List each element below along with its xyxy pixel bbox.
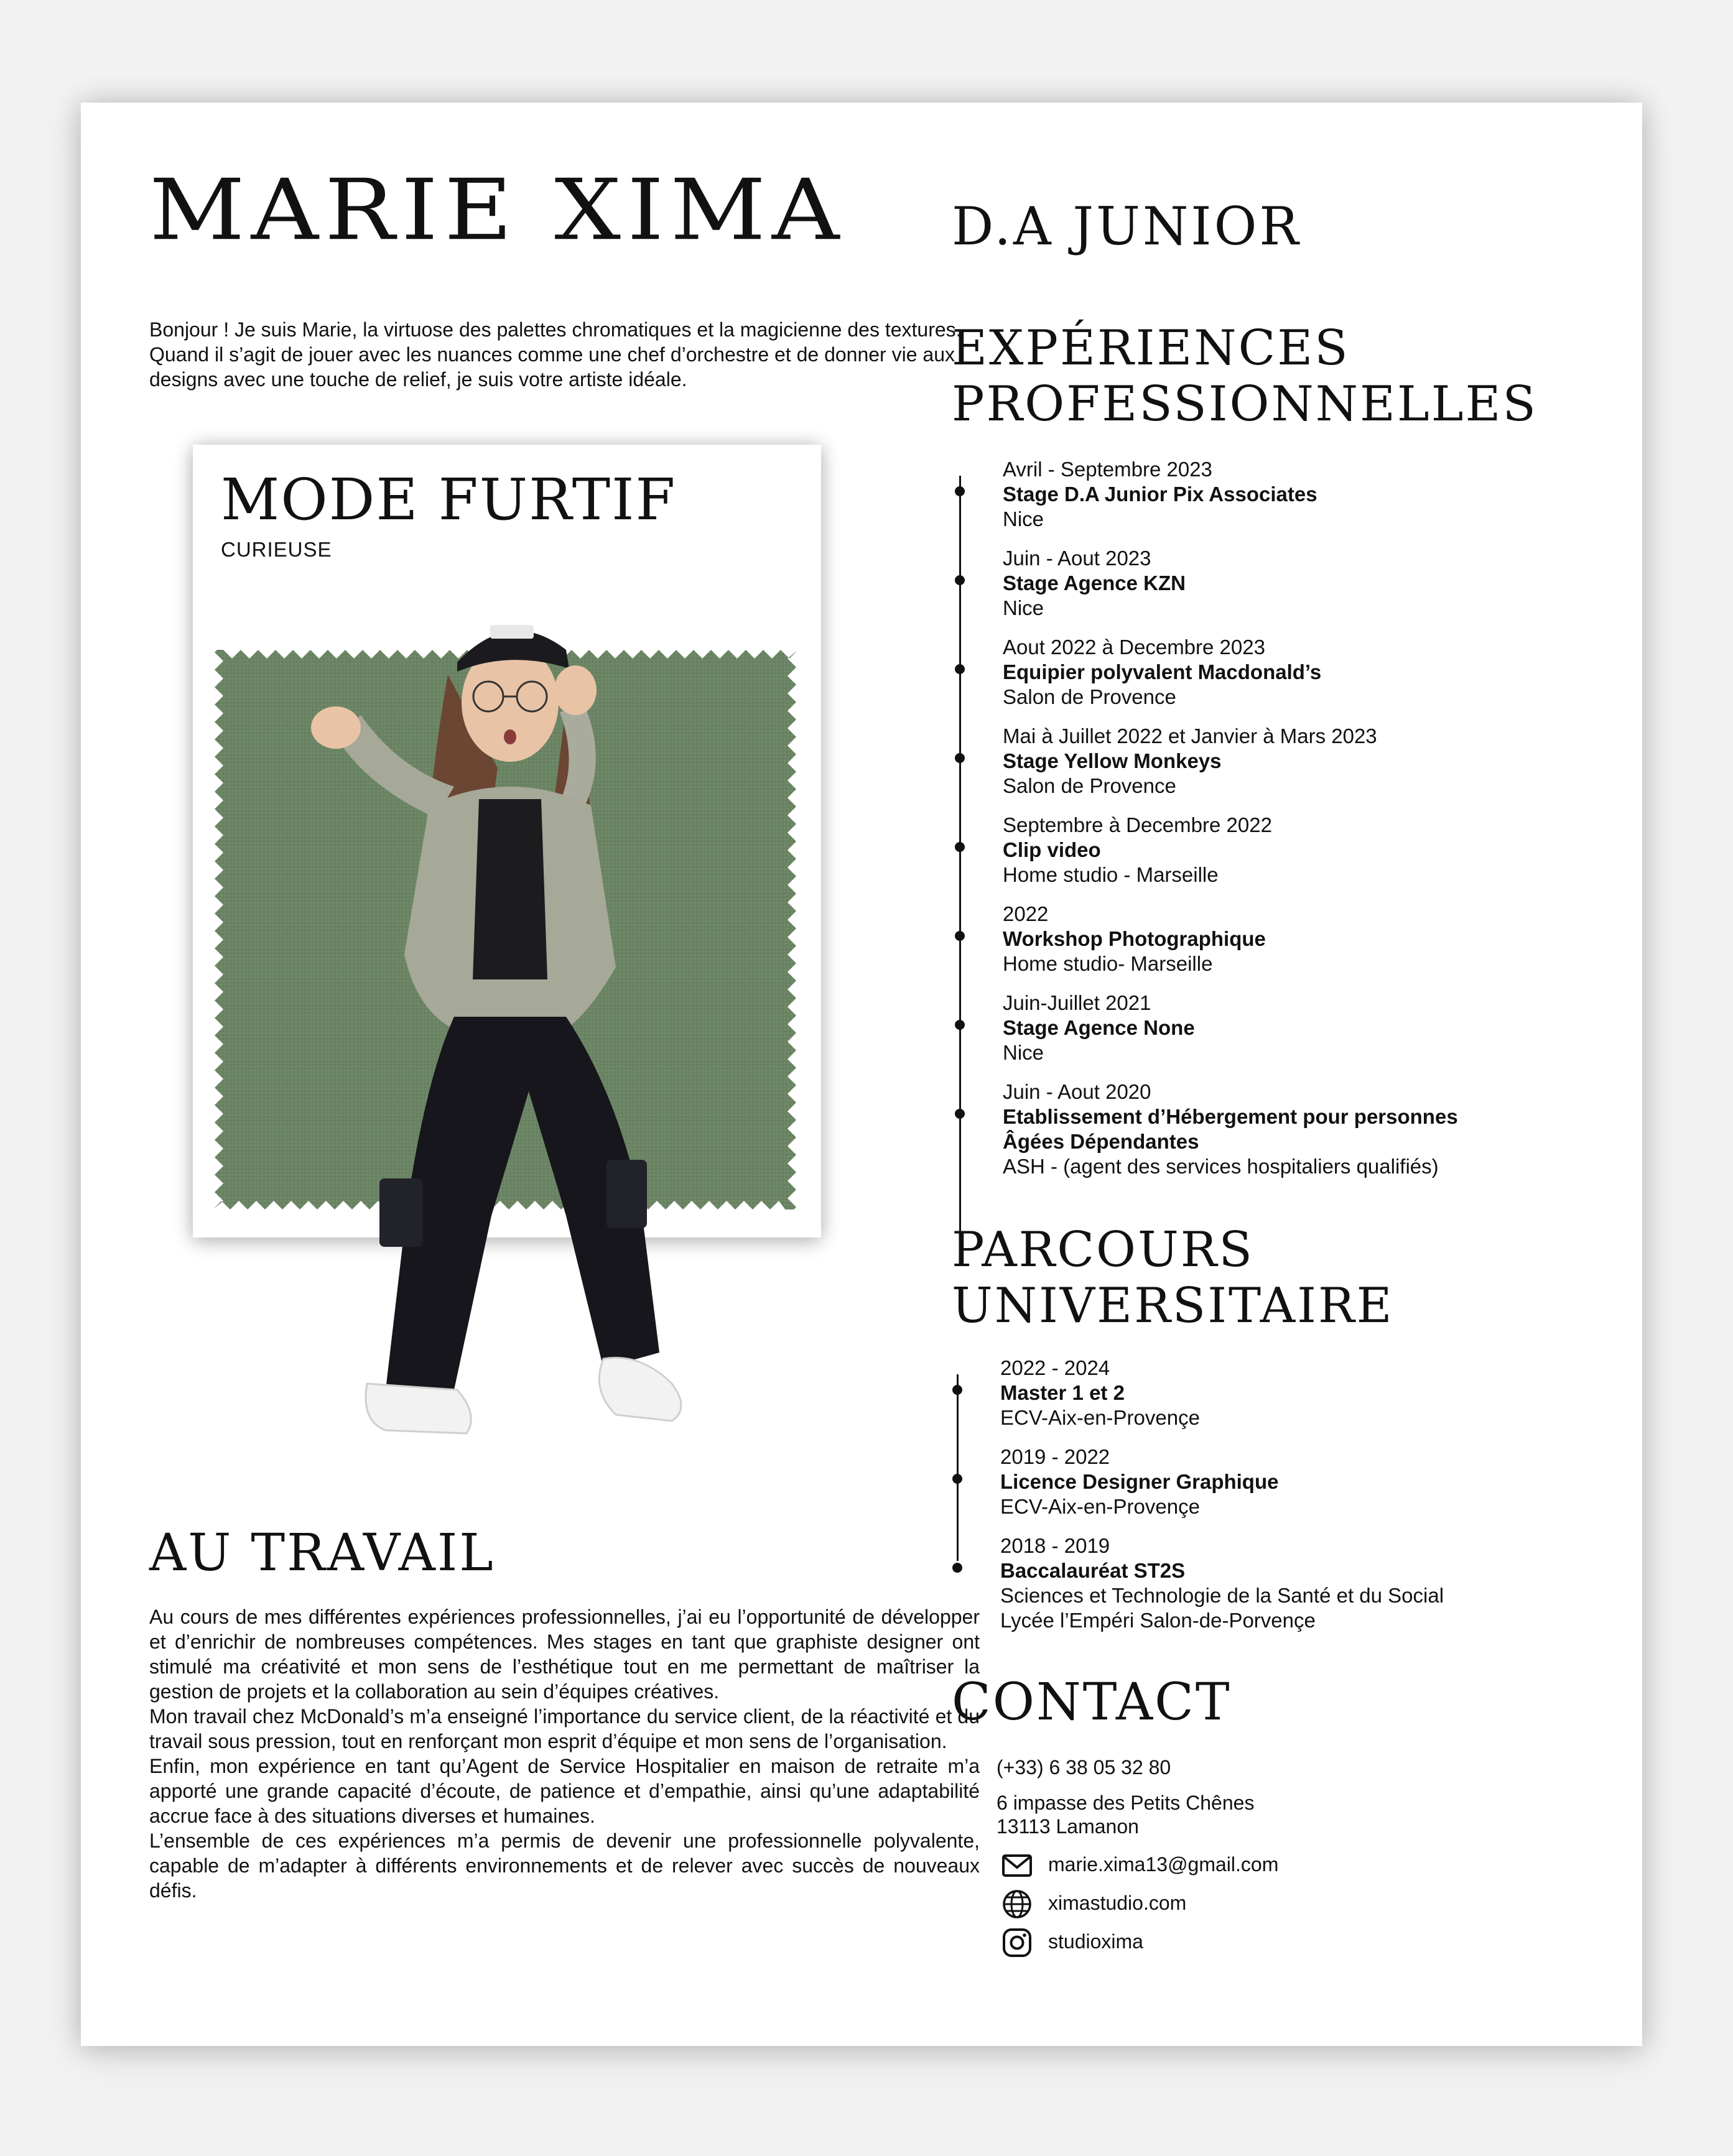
address-line1: 6 impasse des Petits Chênes xyxy=(997,1792,1255,1814)
experience-place: Nice xyxy=(1003,507,1044,530)
experience-place: Salon de Provence xyxy=(1003,685,1176,708)
education-date: 2022 - 2024 xyxy=(1000,1356,1110,1379)
timeline-line xyxy=(957,1374,959,1561)
timeline-dot xyxy=(955,1020,965,1030)
experience-heading-line1: EXPÉRIENCES xyxy=(952,320,1350,376)
timeline-dot xyxy=(955,486,965,496)
experience-place: Salon de Provence xyxy=(1003,774,1176,797)
education-place: ECV-Aix-en-Provençe xyxy=(1000,1495,1200,1518)
education-place: Sciences et Technologie de la Santé et du Social xyxy=(1000,1584,1444,1607)
card-subtitle: CURIEUSE xyxy=(221,538,332,561)
experience-title: Stage Agence KZN xyxy=(1003,571,1186,595)
travail-paragraph: L’ensemble de ces expériences m’a permis de devenir une professionnelle polyvalente, capable de m’adapter à différents environnements et de relever avec succès de nouveaux défis. xyxy=(149,1830,980,1902)
role-title: D.A JUNIOR xyxy=(952,196,1301,257)
education-place: ECV-Aix-en-Provençe xyxy=(1000,1406,1200,1429)
experience-place: Nice xyxy=(1003,1041,1044,1064)
mail-icon xyxy=(1000,1849,1034,1882)
card-title: MODE FURTIF xyxy=(221,466,677,533)
address-line2: 13113 Lamanon xyxy=(997,1815,1139,1838)
experience-date: Avril - Septembre 2023 xyxy=(1003,458,1212,481)
education-place-line2: Lycée l’Empéri Salon-de-Porvençe xyxy=(1000,1609,1316,1632)
timeline-dot xyxy=(955,575,965,585)
travail-paragraph: Mon travail chez McDonald’s m’a enseigné l’importance du service client, de la réactivité et du travail sous pression, tout en renforçant mon esprit d’équipe et mon sens de l’organisation. xyxy=(149,1705,980,1752)
globe-icon xyxy=(1000,1887,1034,1921)
education-date: 2018 - 2019 xyxy=(1000,1534,1110,1557)
experience-title: Equipier polyvalent Macdonald’s xyxy=(1003,660,1322,683)
contact-address xyxy=(997,1791,1254,1838)
timeline-dot xyxy=(955,664,965,674)
experience-title: Clip video xyxy=(1003,838,1101,861)
experience-title: Stage Agence None xyxy=(1003,1016,1195,1039)
experience-place: ASH - (agent des services hospitaliers qualifiés) xyxy=(1003,1155,1439,1178)
education-title: Licence Designer Graphique xyxy=(1000,1470,1279,1493)
experience-date: Juin - Aout 2023 xyxy=(1003,547,1151,570)
travail-heading: AU TRAVAIL xyxy=(149,1524,495,1583)
education-heading xyxy=(952,1222,1394,1334)
education-date: 2019 - 2022 xyxy=(1000,1445,1110,1468)
experience-title: Stage Yellow Monkeys xyxy=(1003,749,1222,772)
timeline-dot xyxy=(952,1385,962,1395)
name-title: MARIE XIMA xyxy=(149,162,846,259)
experience-date: Aout 2022 à Decembre 2023 xyxy=(1003,636,1265,659)
contact-heading: CONTACT xyxy=(952,1673,1232,1732)
contact-email[interactable]: marie.xima13@gmail.com xyxy=(1048,1853,1279,1876)
experience-title: Workshop Photographique xyxy=(1003,927,1266,950)
timeline-dot xyxy=(955,1109,965,1119)
experience-place: Home studio - Marseille xyxy=(1003,863,1219,886)
experience-date: Septembre à Decembre 2022 xyxy=(1003,813,1272,836)
travail-body xyxy=(149,1604,980,1903)
experience-place: Home studio- Marseille xyxy=(1003,952,1213,975)
timeline-line xyxy=(959,476,961,1265)
contact-phone[interactable]: (+33) 6 38 05 32 80 xyxy=(997,1756,1171,1779)
experience-date: Mai à Juillet 2022 et Janvier à Mars 2023 xyxy=(1003,724,1377,747)
contact-website[interactable]: ximastudio.com xyxy=(1048,1892,1187,1914)
education-title: Master 1 et 2 xyxy=(1000,1381,1125,1404)
timeline-dot xyxy=(955,931,965,941)
timeline-dot xyxy=(955,842,965,852)
timeline-dot xyxy=(955,753,965,763)
experience-heading-line2: PROFESSIONNELLES xyxy=(952,376,1538,432)
experience-date: 2022 xyxy=(1003,902,1049,925)
contact-instagram[interactable]: studioxima xyxy=(1048,1930,1143,1953)
travail-paragraph: Enfin, mon expérience en tant qu’Agent de Service Hospitalier en maison de retraite m’a apporté une grande capacité d’écoute, de patience et d’empathie, ainsi qu’une adaptabilité accrue face à des situations diverses et humaines. xyxy=(149,1755,980,1827)
experience-title-line2: Âgées Dépendantes xyxy=(1003,1130,1199,1153)
experience-title: Etablissement d’Hébergement pour personnes xyxy=(1003,1105,1458,1128)
resume-sheet xyxy=(81,103,1642,2046)
experience-heading xyxy=(952,320,1538,432)
travail-paragraph: Au cours de mes différentes expériences professionnelles, j’ai eu l’opportunité de développer et d’enrichir de nombreuses compétences. Mes stages en tant que graphiste designer ont stimulé ma créativité et mon sens de l’esthétique tout en me permettant de maîtriser la gestion de projets et la collaboration au sein d’équipes créatives. xyxy=(149,1606,980,1703)
instagram-icon xyxy=(1000,1926,1034,1959)
education-title: Baccalauréat ST2S xyxy=(1000,1559,1186,1582)
timeline-dot xyxy=(952,1474,962,1484)
intro-paragraph: Bonjour ! Je suis Marie, la virtuose des palettes chromatiques et la magicienne des textures. Quand il s’agit de jouer avec les nuances comme une chef d’orchestre et de donner vie aux designs avec une touche de relief, je suis votre artiste idéale. xyxy=(149,318,962,391)
experience-title: Stage D.A Junior Pix Associates xyxy=(1003,483,1317,506)
experience-date: Juin - Aout 2020 xyxy=(1003,1080,1151,1103)
experience-place: Nice xyxy=(1003,596,1044,619)
experience-date: Juin-Juillet 2021 xyxy=(1003,991,1151,1014)
portrait-photo xyxy=(292,581,753,1499)
education-heading-line1: PARCOURS xyxy=(952,1222,1254,1278)
timeline-dot xyxy=(952,1563,962,1573)
education-heading-line2: UNIVERSITAIRE xyxy=(952,1278,1394,1334)
